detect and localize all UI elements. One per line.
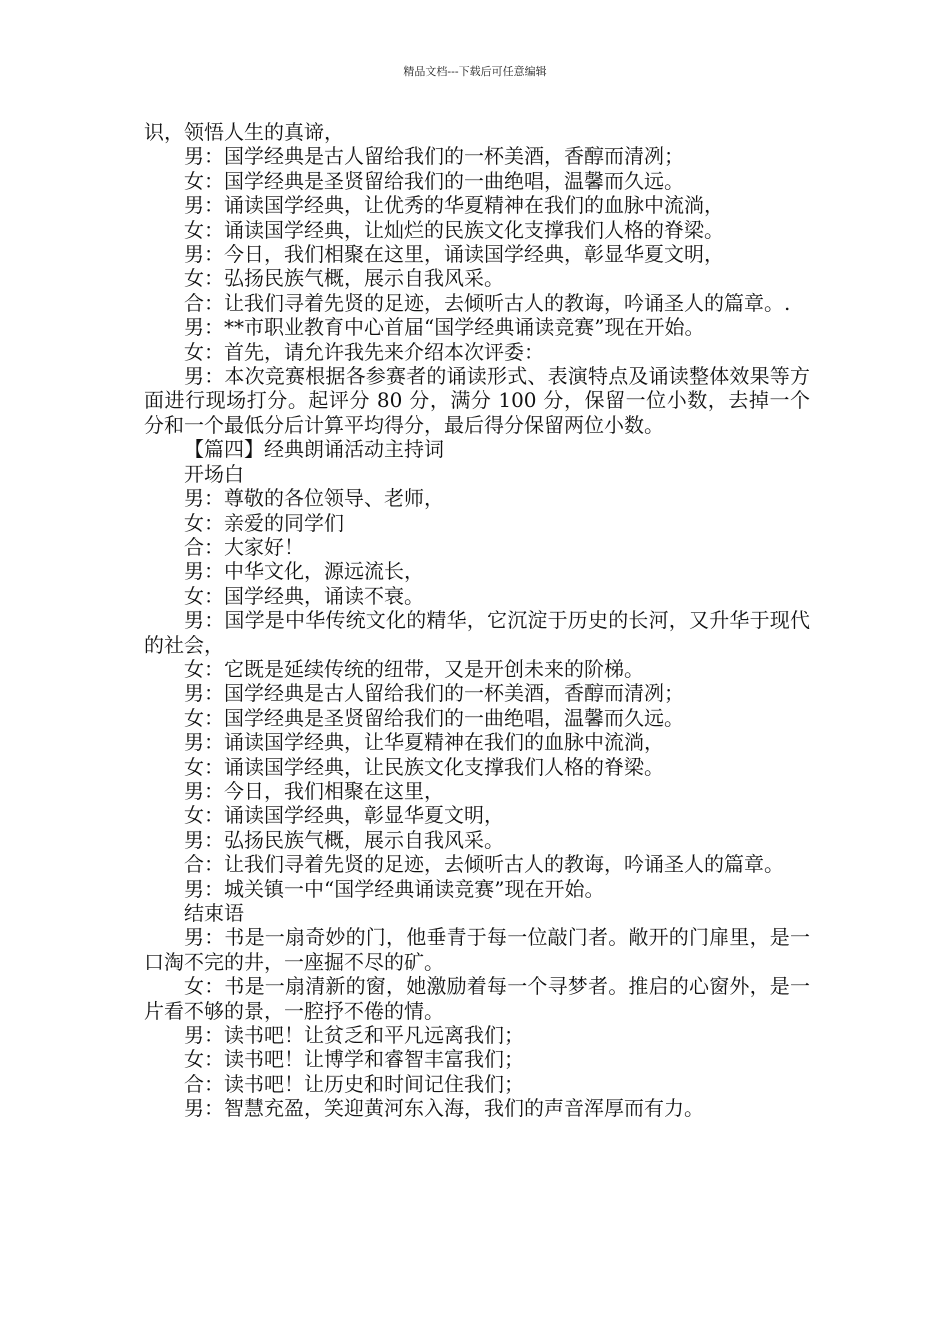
paragraph: 男：书是一扇奇妙的门，他垂青于每一位敲门者。敞开的门扉里，是一口淘不完的井，一座掘不尽的矿。 [144,925,810,974]
paragraph: 男：智慧充盈，笑迎黄河东入海，我们的声音浑厚而有力。 [184,1096,704,1121]
paragraph: 男：**市职业教育中心首届“国学经典诵读竞赛”现在开始。 [184,315,705,340]
paragraph: 女：国学经典，诵读不衰。 [184,583,424,608]
paragraph: 结束语 [184,901,244,925]
paragraph: 女：国学经典是圣贤留给我们的一曲绝唱，温馨而久远。 [184,168,684,193]
paragraph: 【篇四】经典朗诵活动主持词 [184,437,444,462]
paragraph: 女：它既是延续传统的纽带，又是开创未来的阶梯。 [184,656,644,681]
paragraph: 女：诵读国学经典，让民族文化支撑我们人格的脊梁。 [184,754,664,779]
paragraph: 女：书是一扇清新的窗，她激励着每一个寻梦者。推启的心窗外，是一片看不够的景，一腔抒不倦的情。 [144,974,810,1023]
paragraph: 女：国学经典是圣贤留给我们的一曲绝唱，温馨而久远。 [184,705,684,730]
paragraph: 女：诵读国学经典，让灿烂的民族文化支撑我们人格的脊梁。 [184,217,724,242]
paragraph: 合：大家好！ [184,534,304,559]
paragraph: 男：国学经典是古人留给我们的一杯美酒，香醇而清冽； [184,144,684,169]
paragraph: 开场白 [184,461,244,486]
paragraph: 男：今日，我们相聚在这里，诵读国学经典，彰显华夏文明， [184,242,724,267]
paragraph: 合：让我们寻着先贤的足迹，去倾听古人的教诲，吟诵圣人的篇章。. [184,290,791,315]
paragraph: 男：国学经典是古人留给我们的一杯美酒，香醇而清冽； [184,681,684,706]
paragraph: 合：让我们寻着先贤的足迹，去倾听古人的教诲，吟诵圣人的篇章。 [184,852,784,877]
paragraph: 男：诵读国学经典，让华夏精神在我们的血脉中流淌， [184,730,664,755]
paragraph: 男：弘扬民族气概，展示自我风采。 [184,827,504,852]
paragraph: 男：今日，我们相聚在这里， [184,778,444,803]
paragraph: 男：尊敬的各位领导、老师， [184,486,444,511]
document-body [144,120,810,1121]
paragraph: 女：亲爱的同学们 [184,510,344,535]
paragraph: 男：读书吧！让贫乏和平凡远离我们； [184,1023,524,1048]
paragraph: 男：诵读国学经典，让优秀的华夏精神在我们的血脉中流淌， [184,193,724,218]
paragraph: 合：读书吧！让历史和时间记住我们； [184,1071,524,1096]
paragraph: 识，领悟人生的真谛， [144,120,344,144]
paragraph: 女：读书吧！让博学和睿智丰富我们； [184,1047,524,1072]
paragraph: 女：诵读国学经典，彰显华夏文明， [184,803,504,828]
paragraph: 女：首先，请允许我先来介绍本次评委： [184,339,544,364]
paragraph: 男：城关镇一中“国学经典诵读竞赛”现在开始。 [184,876,605,901]
header-text: 精品文档---下载后可任意编辑 [403,65,547,78]
paragraph: 男：国学是中华传统文化的精华，它沉淀于历史的长河，又升华于现代的社会， [144,608,810,657]
paragraph: 男：中华文化，源远流长， [184,559,424,584]
paragraph: 女：弘扬民族气概，展示自我风采。 [184,266,504,291]
paragraph: 男：本次竞赛根据各参赛者的诵读形式、表演特点及诵读整体效果等方面进行现场打分。起评分 80 分，满分 100 分，保留一位小数，去掉一个分和一个最低分后计算平均得分，最后得分保留两位小数。 [144,364,810,437]
page-header [0,64,950,80]
